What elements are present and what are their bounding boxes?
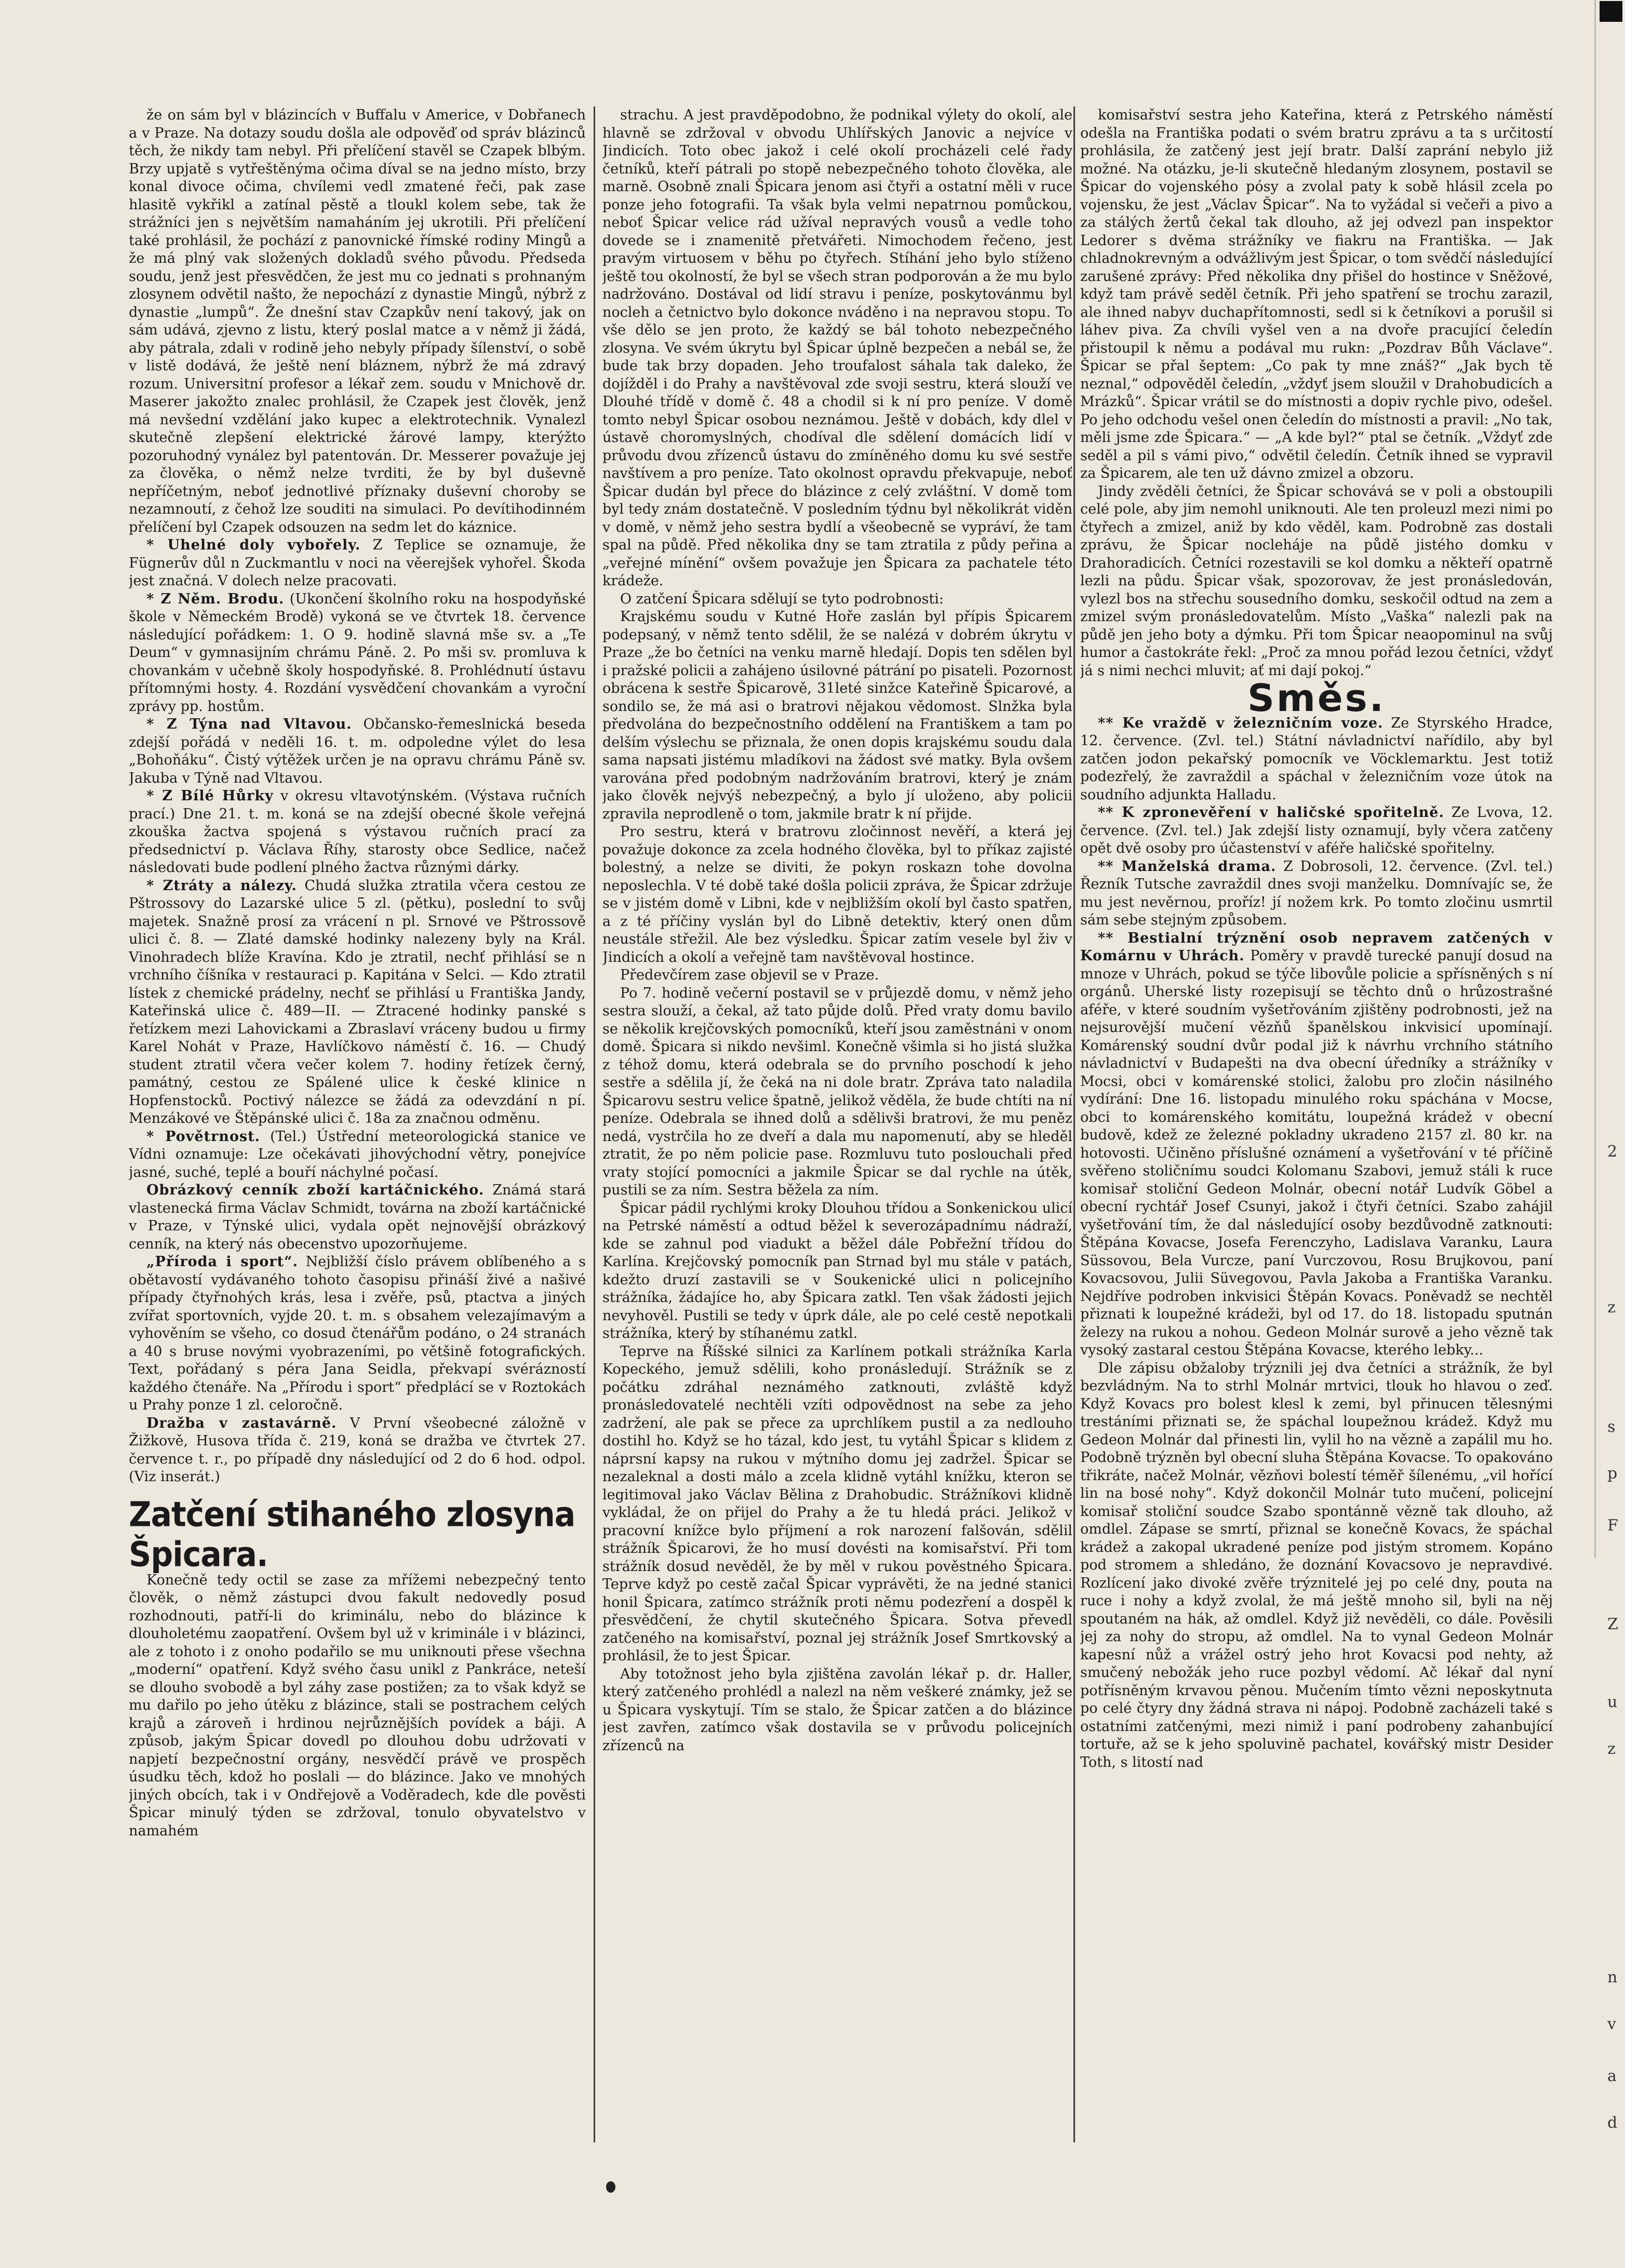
item-text: Známá stará vlastenecká firma Václav Schmidt, továrna na zboží kartáčnické v Praze, v Týnské ulici, vydala opět nejnovější obrázkový cenník, na který nás obecenstvo upozorňujeme. (129, 1182, 586, 1252)
article-body-end (1080, 106, 1553, 680)
misc-item (1080, 858, 1553, 930)
margin-fragment: 2 (1607, 1143, 1618, 1161)
item-lead: * Z Týna nad Vltavou. (146, 716, 352, 732)
margin-fragment: z (1607, 1298, 1616, 1317)
news-item (129, 1128, 586, 1182)
article-paragraph: Aby totožnost jeho byla zjištěna zavolán lékař p. dr. Haller, který zatčeného prohlédl a nalezl na něm veškeré známky, jež se u Špicara vyskytují. Tím se stalo, že Špicar zatčen a do blázince jest zavřen, zatímco však dostavila se v průvodu policejních zřízenců na (602, 1666, 1072, 1754)
misc-item (1080, 930, 1553, 1360)
news-item (129, 1182, 586, 1253)
misc-item-continued: Dle zápisu obžaloby trýznili jej dva četníci a strážník, že byl bezvládným. Na to strhl Molnár mrtvici, tlouk ho hlavou o zeď. Když Kovacs pro bolest klesl k zemi, byl přinucen tělesnými trestáními přiznati se, že spáchal loupežnou krádež. Když mu Gedeon Molnár dal přinesti lin, vylil ho na vězně a zapálil mu ho. Podobně trýzněn byl obecní sluha Štěpána Kovacse. To opakováno třikráte, načež Molnár, vězňovi bolestí téměř šílenému, „vil hořící lin na bosé nohy“. Když dokončil Molnár tuto mučení, policejní komisař stoliční soudce Szabo spontánně vězně tak dlouho, až omdlel. Zápase se smrtí, přiznal se konečně Kovacs, že spáchal krádež a zakopal ukradené peníze pod jistým stromem. Kopáno pod stromem a shledáno, že doznání Kovacsovo je nepravdivé. Rozlícení jako divoké zvěře trýznitelé jej po celé dny, pouta na ruce i nohy a když zvolal, že má ještě mnoho sil, byli na něj spoutaném na hák, až omdlel. Když již nevěděli, co dále. Pověsili jej za nohy do stropu, až omdlel. Na to vynal Gedeon Molnár kapesní nůž a vrážel ostrý jeho hrot Kovacsi pod nehty, až smučený nebožák jeho ruce pozbyl vědomí. Ač lékař dal nyní potřísněným krvavou pěnou. Mučením tímto vězni neposkytnuta po celé čtyry dny žádná strava ni nápoj. Podobně zacházeli také s ostatními zatčenými, mezi nimiž i paní podrobeny zahanbující tortuře, až se k jeho spoluvině pachatel, kovářský mistr Desider Toth, s litostí nad (1080, 1360, 1553, 1770)
item-text: Ze Styrského Hradce, 12. července. (Zvl. tel.) Státní návladnictví nařídilo, aby byl zatčen jodon pekařský pomocník ve Vöcklemarktu. Jest totiž podezřelý, že zavraždil a spáchal v železničním voze útok na soudního adjunkta Halladu. (1080, 715, 1553, 803)
item-text: Nejbližší číslo právem oblíbeného a s obětavostí vydávaného tohoto časopisu přináší živé a našivé případy čtyřnohých krás, lesa i zvěře, psů, ptactva a jiných zvířat sportovních, vyjde 20. t. m. s obsahem velezajímavým a vyhověním se všeho, co dosud čtenářům podáno, o 24 stranách a 40 s bruse novými vyobrazeními, po většině fotografických. Text, pořádaný s péra Jana Seidla, překvapí svérázností každého čtenáře. Na „Přírodu i sport“ předplácí se v Roztokách u Prahy ponze 1 zl. celoročně. (129, 1254, 586, 1413)
item-lead: ** Ke vraždě v železničním voze. (1098, 715, 1384, 731)
article-paragraph: O zatčení Špicara sdělují se tyto podrobnosti: (620, 591, 944, 607)
margin-fragment: v (1607, 2015, 1616, 2033)
margin-fragment: u (1607, 1693, 1618, 1711)
misc-item (1080, 715, 1553, 804)
item-text: že on sám byl v blázincích v Buffalu v Americe, v Dobřanech a v Praze. Na dotazy soudu došla ale odpověď od správ blázinců těch, že nikdy tam nebyl. Při přelíčení stavěl se Czapek blbým. Brzy upjatě s vytřeštěnýma očima díval se na jedno místo, brzy konal divoce očima, chvílemi vedl zmatené řeči, pak zase hlasitě vykřikl a zatínal pěstě a tloukl kolem sebe, tak že strážníci jen s největším namaháním jej ukrotili. Při přelíčení také prohlásil, že pochází z panovnické římské rodiny Mingů a že má plný vak složených dokladů svého původu. Předseda soudu, jenž jest přesvědčen, že jest mu co jednati s prohnaným zlosynem odvětil našto, že nepochází z dynastie Mingů, nýbrž z dynastie „lumpů“. Že dnešní stav Czapkův není takový, jak on sám udává, zjevno z listu, který poslal matce a v němž ji žádá, aby pátrala, zdali v rodině jeho nebyly případy šílenství, o sobě v listě dodává, že ještě není bláznem, nýbrž že má zdravý rozum. Universitní profesor a lékař zem. soudu v Mnichově dr. Maserer jakožto znalec prohlásil, že Czapek jest člověk, jenž má nevšední vzdělání jako kupec a elektrotechnik. Vynalezl skutečně zlepšení elektrické žárové lampy, kterýžto pozoruhodný vynález byl patentován. Dr. Messerer považuje jej za člověka, o němž nelze tvrditi, že by byl duševně nepříčetným, neboť jednotlivé příznaky duševní choroby se nezamnoutí, z čehož lze souditi na simulaci. Po devítihodinném přelíčení byl Czapek odsouzen na sedm let do káznice. (129, 107, 586, 535)
item-lead: * Z Něm. Brodu. (146, 591, 285, 607)
article-paragraph: strachu. A jest pravděpodobno, že podnikal výlety do okolí, ale hlavně se zdržoval v obvodu Uhlířských Janovic a nejvíce v Jindicích. Toto obec jakož i celé okolí procházeli celé řady četníků, kteří pátrali po stopě nebezpečného tohoto člověka, ale marně. Osobně znali Špicara jenom asi čtyři a ostatní měli v ruce ponze jeho fotografii. Ta však byla velmi nepatrnou pomůckou, neboť Špicar velice rád užíval nepravých vousů a vedle toho dovede se i znamenitě přetvářeti. Nimochodem řečeno, jest pravým virtuosem v běhu po čtyřech. Stíhání jeho bylo stíženo ještě tou okolností, že byl se všech stran podporován a že mu bylo nadržováno. Dostával od lidí stravu i peníze, poskytovánmu byl nocleh a četnictvo bylo dokonce nváděno i na nepravou stopu. To vše dělo se jen proto, že každý se bál tohoto nebezpečného zlosyna. Ve svém úkrytu byl Špicar úplně bezpečen a nebál se, že bude tak brzy dopaden. Jeho troufalost sáhala tak daleko, že dojížděl i do Prahy a navštěvoval zde svoji sestru, která slouží ve Dlouhé třídě v domě č. 48 a chodil si k ní pro peníze. V domě tomto nebyl Špicar osobou neznámou. Ještě v dobách, kdy dlel v ústavě choromyslných, chodíval dle sdělení domácích lidí v průvodu dvou zřízenců ústavu do zmíněného domu ku své sestře navštívem a pro peníze. Tato okolnost opravdu překvapuje, neboť Špicar dudán byl přece do blázince z celý zvláštní. V domě tom byl tedy znám dostatečně. V posledním týdnu byl několikrát viděn v domě, v němž jeho sestra bydlí a všeobecně se vypráví, že tam spal na půdě. Před několika dny se tam ztratila z půdy peřina a „veřejné mínění“ ovšem považuje jen Špicara za pachatele této krádeže. (602, 107, 1072, 589)
item-text: Poměry v pravdě turecké panují dosud na mnoze v Uhrách, pokud se týče libovůle policie a spřísněných s ní orgánů. Uherské listy rozepisují se těchto dnů o hrůzostrašné aféře, v které soudním vyšetřováním zjištěny podrobnosti, jež na nejsurovější mučení vězňů španělskou inkvisicí upomínají. Komárenský soudní dvůr podal již k návrhu vrchního státního návladnictví v Budapešti na dva obecní úředníky a strážníky v Mocsi, obci v komárenské stolici, žalobu pro zločin násilného vydírání: Dne 16. listopadu minulého roku spáchána v Mocse, obci to komárenského komitátu, loupežná krádež v obecní budově, kdež ze železné pokladny ukradeno 2157 zl. 80 kr. na hotovosti. Učiněno příslušné oznámení a vyšetřování v té příčině svěřeno stoličnímu soudci Kolomanu Szabovi, jemuž stáli k ruce komisař stoliční Gedeon Molnár, obecní notář Ludvík Göbel a obecní rychtář Josef Csunyi, jakož i čtyři četníci. Szabo zahájil vyšetřování tím, že dal následující osoby bezdůvodně zatknouti: Štěpána Kovacse, Josefa Ferenczyho, Ladislava Varanku, Laura Süssovou, Bela Vurcze, paní Vurczovou, Rosu Brujkovou, paní Kovacsovou, Julii Süvegovou, Pavla Jakoba a Františka Varanku. Nejdříve podroben inkvisici Štěpán Kovacs. Poněvadž se nechtěl přiznati k loupežné krádeži, byl od 17. do 18. listopadu sputnán železy na rukou a nohou. Gedeon Molnár surově a jeho vězně tak vysoký zastaral cestou Štěpána Kovacse, kterého lebky... (1080, 948, 1553, 1358)
margin-fragment: p (1607, 1465, 1618, 1483)
item-text: Ze Lvova, 12. července. (Zvl. tel.) Jak zdejší listy oznamují, byly včera zatčeny opět dvě osoby pro účastenství v aféře haličské spořitelny. (1080, 804, 1553, 856)
article-paragraph: Krajskému soudu v Kutné Hoře zaslán byl přípis Špicarem podepsaný, v němž tento sdělil, že se nalézá v dobrém úkrytu v Praze „že bo četníci na venku marně hledají. Dopis ten sdělen byl i pražské policii a zahájeno úsilovné pátrání po pisateli. Pozornost obrácena k sestře Špicarově, 31leté sinžce Kateřině Špicarové, a sondilo se, že má asi o bratrovi nějakou vědomost. Slnžka byla předvolána do bezpečnostního oddělení na Františkem a tam po delším výslechu se přiznala, že onen dopis krajskému soudu dala sama napsati jistému mladíkovi na žádost své matky. Byla ovšem varována před podobným nadržováním bratrovi, který je znám jako člověk nejvýš nebezpečný, a bylo jí uloženo, aby policii zpravila neprodleně o tom, jakmile bratr k ní přijde. (602, 609, 1072, 822)
item-lead: Obrázkový cenník zboží kartáčnického. (146, 1182, 485, 1198)
column-3 (1080, 106, 1553, 2142)
ink-blot (606, 2181, 615, 2193)
item-text: Z Teplice se oznamuje, že Fügnerův důl n Zuckmantlu v noci na věerejšek vyhořel. Škoda jest značná. V dolech nelze pracovati. (129, 537, 586, 589)
item-text: (Tel.) Ústřední meteorologická stanice ve Vídni oznamuje: Lze očekávati jihovýchodní větry, ponejvíce jasné, suché, teplé a bouří náchylné počasí. (129, 1128, 586, 1180)
article-paragraph: Teprve na Říšské silnici za Karlínem potkali strážníka Karla Kopeckého, jemuž sdělili, koho pronásledují. Strážník se z počátku zdráhal neznámého zatknouti, zvláště když pronásledovatelé nechtěli vzíti odpovědnost na sebe za jeho zadržení, ale pak se přece za uprchlíkem pustil a za nedlouho dostihl ho. Když se ho tázal, kdo jest, tu vytáhl Špicar s klidem z náprsní kapsy na rukou v mýtního domu jej zadržel. Špicar se nezaleknal a dosti málo a zcela klidně vytáhl knížku, kteron se legitimoval jako Václav Bělina z Drahobudic. Strážníkovi klidně vykládal, že on přijel do Prahy a že tu hledá práci. Jelikož v pracovní knížce bylo příjmení a rok narození falšován, sdělil strážník Špicarovi, že ho musí dovésti na komisařství. Při tom strážník dosud nevěděl, že by měl v rukou pověstného Špicara. Teprve když po cestě začal Špicar vyprávěti, že na jedné stanici honil Špicara, zatímco strážník proti němu podezření a dospěl k přesvědčení, že chytil skutečného Špicara. Sotva převedl zatčeného na komisařství, poznal jej strážník Josef Smrtkovský a prohlásil, že to jest Špicar. (602, 1343, 1072, 1664)
item-text: Občansko-řemeslnická beseda zdejší pořádá v neděli 16. t. m. odpoledne výlet do lesa „Bohoňáku“. Čistý výtěžek určen je na opravu chrámu Páně sv. Jakuba v Týně nad Vltavou. (129, 716, 586, 786)
article-body-start: Konečně tedy octil se zase za mřížemi nebezpečný tento člověk, o němž zástupci dvou fakult nedovedly posud rozhodnouti, patří-li do kriminálu, nebo do blázince k dlouholetému zaopatření. Ovšem byl už v kriminále i v blázinci, ale z tohoto i z onoho podařilo se mu uniknouti přese všechna „moderní“ opatření. Když svého času unikl z Pankráce, neteší se dlouho svobodě a byl záhy zase postižen; za to však když se mu dařilo po jeho útěku z blázince, stali se postrachem celých krajů a zároveň i hrdinou nejrůznějších povídek a báji. A způsob, jakým Špicar dovedl po dlouhou dobu udržovati v napjetí bezpečnostní orgány, nesvědčí právě ve prospěch úsudku těch, kdož ho poslali — do blázince. Jako ve mnohých jiných obcích, tak i v Ondřejově a Voděradech, kde dle pověsti Špicar minulý týden se zdržoval, tonulo obyvatelstvo v namahém (129, 1572, 586, 1839)
column-1 (129, 106, 586, 2142)
item-text: v okresu vltavotýnském. (Výstava ručních prací.) Dne 21. t. m. koná se na zdejší obecné škole veřejná zkouška žactva spojená s výstavou ručních prací za předsednictví p. Václava Říhy, starosty obce Sedlice, načež následovati bude podlení plného žactva různými dárky. (129, 788, 586, 876)
news-item (129, 877, 586, 1128)
item-lead: * Uhelné doly vybořely. (146, 537, 361, 553)
corner-mark (1600, 1, 1622, 22)
column-rule-2 (1073, 106, 1075, 2142)
margin-fragment: d (1607, 2114, 1618, 2132)
margin-fragment: z (1607, 1740, 1616, 1758)
column-1-items (129, 106, 586, 1486)
article-paragraph: Po 7. hodině večerní postavil se v průjezdě domu, v němž jeho sestra slouží, a čekal, až tato půjde dolů. Před vraty domu bavilo se několik krejčovských pomocníků, kteří jsou zaměstnáni v onom domě. Špicara si nikdo nevšiml. Konečně všimla si ho jistá služka z téhož domu, která odebrala se do prvního poschodí k jeho sestře a sdělila jí, že čeká na ni dole bratr. Zpráva tato naladila Špicarovu sestru velice špatně, jelikož věděla, že bude chtíti na ní peníze. Odebrala se ihned dolů a sdělivši bratrovi, že mu peněz nedá, vystrčila ho ze dveří a dala mu napomenutí, aby se hleděl ztratit, že po něm policie pase. Rozmluvu tuto poslouchali před vraty stojící pomocníci a jakmile Špicar se dal rychle na útěk, pustili se za ním. Sestra běžela za ním. (602, 985, 1072, 1198)
news-item (129, 106, 586, 536)
item-lead: Dražba v zastavárně. (146, 1415, 337, 1431)
news-item (129, 1253, 586, 1415)
margin-fragment: a (1607, 2067, 1617, 2085)
news-item (129, 1415, 586, 1486)
item-text: Z Dobrosoli, 12. července. (Zvl. tel.) Řezník Tutsche zavraždil dnes svoji manželku. Domnívajíc se, že mu jest nevěrnou, proříz! jí nožem krk. Po tomto zločinu usmrtil sám sebe stejným způsobem. (1080, 858, 1553, 928)
column-2 (602, 106, 1072, 2142)
article-body-continued (602, 106, 1072, 1755)
margin-fragment: Z (1607, 1615, 1618, 1633)
article-paragraph: komisařství sestra jeho Kateřina, která z Petrského náměstí odešla na Františka podati o svém bratru zprávu a ta s určitostí prohlásila, že zatčený jest její bratr. Další zaprání nebylo již možné. Na otázku, je-li skutečně hledaným zlosynem, postavil se Špicar do vojenského pósy a zvolal paty k sobě hlásil zcela po vojensku, že jest „Václav Špicar“. Na to vyžádal si večeři a pivo a za stálých žertů čekal tak dlouho, až jej odvezl pan inspektor Ledorer s dvěma strážníky ve fiakru na Františka. — Jak chladnokrevným a odvážlivým jest Špicar, o tom svědčí následující zarušené zprávy: Před několika dny přišel do hostince v Sněžové, když tam právě seděl četník. Při jeho spatření se trochu zarazil, ale ihned nabyv duchapřítomnosti, sedl si k četníkovi a porušil si láhev piva. Za chvíli vyšel ven a na dvoře pracující čeledín přistoupil k němu a podával mu rukn: „Pozdrav Bůh Václave“. Špicar se přal šeptem: „Co pak ty mne znáš?“ „Jak bych tě neznal,“ odpověděl čeledín, „vždyť jsem sloužil v Drahobudicích a Mrázků“. Špicar vrátil se do místnosti a dopiv rychle pivo, odešel. Po jeho odchodu vešel onen čeledín do místnosti a pravil: „No tak, měli jsme zde Špicara.“ — „A kde byl?“ ptal se četník. „Vždyť zde seděl a pil s vámi pivo,“ odvětil čeledín. Četník ihned se vypravil za Špicarem, ale ten už dávno zmizel a obzoru. (1080, 107, 1553, 481)
item-lead: * Z Bílé Hůrky (146, 788, 274, 804)
news-item (129, 716, 586, 787)
news-item (129, 536, 586, 591)
item-text: Chudá služka ztratila včera cestou ze Pštrossovy do Lazarské ulice 5 zl. (pětku), poslední to svůj majetek. Snažně prosí za vrácení n pl. Srnové ve Pštrossově ulici č. 8. — Zlaté damské hodinky nalezeny byly na Král. Vinohradech blíže Kravína. Kdo je ztratil, nechť přihlásí se n vrchního číšníka v restauraci p. Kapitána v Selci. — Kdo ztratil lístek z chemické prádelny, nechť se přihlásí u Františka Jandy, Kateřinská ulice č. 489—II. — Ztracené hodinky panské s řetízkem mezi Lahovickami a Zbraslaví vráceny budou u firmy Karel Nohát v Praze, Havlíčkovo náměstí č. 16. — Chudý student ztratil včera večer kolem 7. hodiny řetízek černý, památný, cestou ze Spálené ulice k české klinice n Hopfenstocků. Poctivý nálezce se žádá za odevzdání n pí. Menzákové ve Štěpánské ulici č. 18a za značnou odměnu. (129, 877, 586, 1126)
item-text: V První všeobecné záložně v Žižkově, Husova třída č. 219, koná se dražba ve čtvrtek 27. července t. r., po případě dny následující od 2 do 6 hod. odpol. (Viz inserát.) (129, 1415, 586, 1485)
fold-line (1594, 0, 1596, 1558)
item-lead: „Příroda i sport“. (146, 1254, 298, 1270)
misc-item (1080, 804, 1553, 858)
item-lead: * Ztráty a nálezy. (146, 877, 297, 894)
item-lead: ** Bestialní trýznění osob nepravem zatčených v Komárnu v Uhrách. (1080, 930, 1553, 964)
margin-fragment: F (1607, 1517, 1618, 1535)
article-paragraph: Předevčírem zase objevil se v Praze. (620, 967, 879, 983)
article-paragraph: Jindy zvěděli četníci, že Špicar schovává se v poli a obstoupili celé pole, aby jim nemohl uniknouti. Ale ten proleuzl mezi nimi po čtyřech a zmizel, aniž by kdo věděl, kam. Podrobně zas dostali zprávu, že Špicar nocleháje na půdě jistého domku v Drahoradicích. Četníci rozestavili se kol domku a někteří opatrně lezli na půdu. Špicar však, spozorovav, že jest pronásledován, vylezl bos na střechu sousedního domku, seskočil odtud na zem a zmizel svým pronásledovatelům. Místo „Vaška“ nalezli pak na půdě jen jeho boty a dýmku. Při tom Špicar neaopominul na svůj humor a častokráte řekl: „Proč za mnou pořád lezou četníci, vždyť já s nimi nechci mluvit; ať mi dají pokoj.“ (1080, 483, 1553, 679)
item-lead: * Povětrnost. (146, 1128, 260, 1145)
margin-fragment: s (1607, 1418, 1616, 1436)
margin-fragment: n (1607, 1968, 1618, 1987)
item-lead: ** Manželská drama. (1098, 858, 1277, 875)
item-lead: ** K zpronevěření v haličské spořitelně. (1098, 804, 1444, 821)
misc-news-items (1080, 715, 1553, 1772)
article-headline: Zatčení stihaného zlosyna Špicara. (129, 1494, 575, 1575)
news-item (129, 787, 586, 877)
article-paragraph: Špicar pádil rychlými kroky Dlouhou třídou a Sonkenickou ulicí na Petrské náměstí a odtud běžel k severozápadnímu nádraží, kde se zahnul pod viadukt a běžel dále Pobřežní třídou do Karlína. Krejčovský pomocník pan Strnad byl mu stále v patách, kdežto druzí zastavili se v Soukenické ulici n policejního strážníka, žádajíce ho, aby Špicara zatkl. Ten však žádosti jejich nevyhověl. Pustili se tedy v úprk dále, ale po celé cestě nepotkali strážníka, který by stíhanému zatkl. (602, 1200, 1072, 1341)
column-rule-1 (594, 106, 595, 2142)
item-text: (Ukončení školního roku na hospodyňské škole v Německém Brodě) vykoná se ve čtvrtek 18. července následující pořádkem: 1. O 9. hodině slavná mše sv. a „Te Deum“ v gymnasijním chrámu Páně. 2. Po mši sv. promluva k chovankám v učebně školy hospodyňské. 8. Prohlédnutí ústavu přítomnými hosty. 4. Rozdání vysvědčení chovankám a vyroční zprávy pp. hostům. (129, 591, 586, 715)
article-paragraph: Pro sestru, která v bratrovu zločinnost nevěří, a která jej považuje dokonce za zcela hodného člověka, byl to příkaz zajisté bolestný, a nelze se diviti, že pokyn roskazn tohe dovolna neposlechla. V té době také došla policii zpráva, že Špicar zdržuje se v jistém domě v Libni, kde v nejbližším okolí byl často spatřen, a z té příčiny vyslán byl do Libně detektiv, který onen dům neustále střežil. Ale bez výsledku. Špicar zatím vesele byl živ v Jindicích a okolí a veřejně tam navštěvoval hostince. (602, 824, 1072, 965)
news-item (129, 591, 586, 716)
section-heading-smes: Směs. (1247, 676, 1386, 720)
